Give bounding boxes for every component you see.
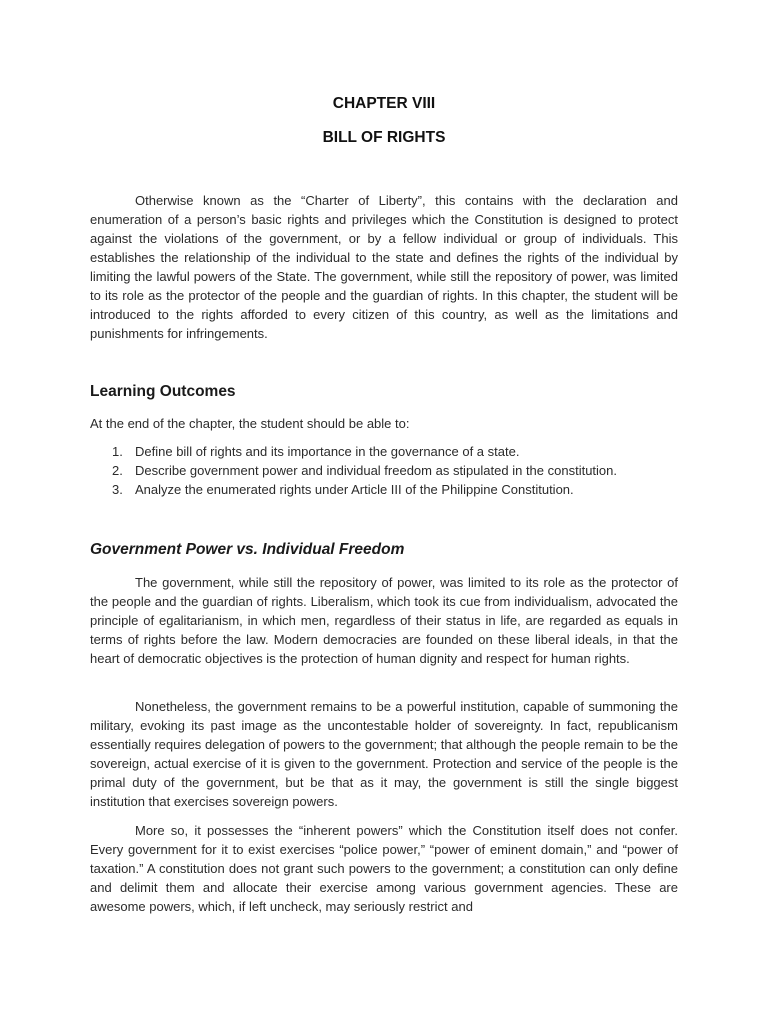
section-paragraph-2: Nonetheless, the government remains to be a powerful institution, capable of summoning the military, evoking its past image as the uncontestable holder of sovereignty. In fact, republicanism essentially requires delegation of powers to the government; that although the people remain to be the sovereign, actual exercise of it is given to the government. Protection and service of the people is the primal duty of the government, but be that as it may, the government is still the single biggest institution that exercises sovereign powers.	[90, 699, 678, 809]
section-heading: Government Power vs. Individual Freedom	[90, 541, 405, 558]
list-item-text: Define bill of rights and its importance in the governance of a state.	[135, 444, 520, 459]
section-paragraph-1: The government, while still the repository of power, was limited to its role as the protector of the people and the guardian of rights. Liberalism, which took its cue from individualism, advocated the principle of egalitarianism, in which men, regardless of their status in life, are regarded as equals in terms of rights before the law. Modern democracies are founded on these liberal ideals, in that the heart of democratic objectives is the protection of human dignity and respect for human rights.	[90, 575, 678, 666]
chapter-title: CHAPTER VIII	[332, 95, 436, 112]
list-item-text: Analyze the enumerated rights under Article III of the Philippine Constitution.	[135, 482, 574, 497]
chapter-subtitle: BILL OF RIGHTS	[322, 129, 446, 146]
list-item-number: 2.	[112, 463, 123, 478]
list-item	[90, 480, 678, 499]
learning-outcomes-list	[90, 442, 678, 499]
list-item-number: 1.	[112, 444, 123, 459]
intro-paragraph: Otherwise known as the “Charter of Liberty”, this contains with the declaration and enumeration of a person’s basic rights and privileges which the Constitution is designed to protect against the violations of the government, or by a fellow individual or group of individuals. This establishes the relationship of the individual to the state and defines the rights of the individual by limiting the lawful powers of the State. The government, while still the repository of power, was limited to its role as the protector of the people and the guardian of rights. In this chapter, the student will be introduced to the rights afforded to every citizen of this country, as well as the limitations and punishments for infringements.	[90, 193, 678, 341]
list-item-text: Describe government power and individual freedom as stipulated in the constitution.	[135, 463, 617, 478]
section-paragraph-3: More so, it possesses the “inherent powers” which the Constitution itself does not confer. Every government for it to exist exercises “police power,” “power of eminent domain,” and “power of taxation.” A constitution does not grant such powers to the government; a constitution can only define and delimit them and allocate their exercise among various government agencies. These are awesome powers, which, if left uncheck, may seriously restrict and	[90, 823, 678, 914]
learning-outcomes-heading: Learning Outcomes	[90, 383, 236, 400]
list-item	[90, 442, 678, 461]
learning-outcomes-lead-in: At the end of the chapter, the student should be able to:	[90, 416, 410, 431]
list-item	[90, 461, 678, 480]
list-item-number: 3.	[112, 482, 123, 497]
